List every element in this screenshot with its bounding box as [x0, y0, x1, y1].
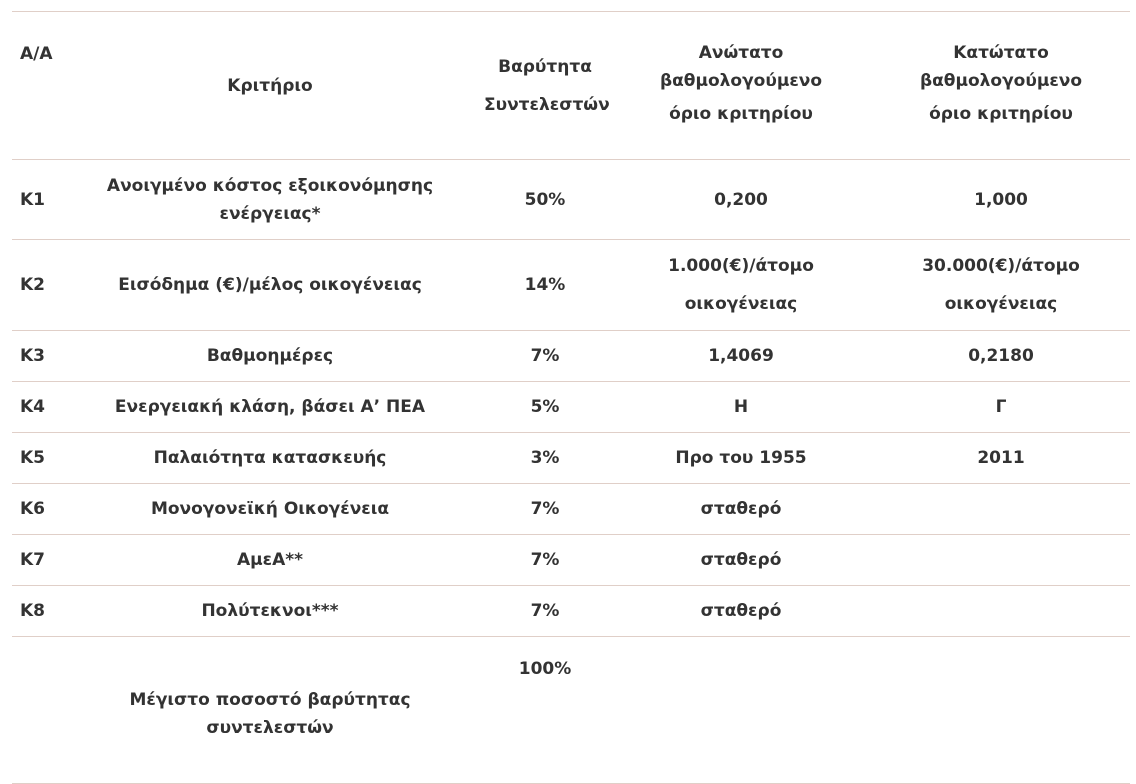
header-weight-line1: Βαρύτητα: [498, 56, 592, 77]
total-label-line1: Μέγιστο ποσοστό βαρύτητας: [129, 690, 411, 710]
row-upper-limit: σταθερό: [610, 484, 872, 535]
table-row-k6: [12, 484, 1130, 535]
row-criterion-line1: Ανοιγμένο κόστος εξοικονόμησης: [106, 175, 434, 196]
row-aa: Κ1: [12, 160, 60, 240]
table-row-k4: [12, 382, 1130, 433]
row-weight: 7%: [480, 535, 610, 586]
row-criterion: Ενεργειακή κλάση, βάσει Α’ ΠΕΑ: [60, 382, 480, 433]
total-weight: 100%: [480, 637, 610, 784]
header-lower-line3: όριο κριτηρίου: [929, 103, 1073, 124]
row-upper-line1: 1.000(€)/άτομο: [668, 256, 814, 276]
row-criterion: Βαθμοημέρες: [60, 331, 480, 382]
total-upper-empty: [610, 637, 872, 784]
row-lower-line1: 30.000(€)/άτομο: [922, 256, 1080, 276]
row-aa: Κ8: [12, 586, 60, 637]
row-upper-limit: Προ του 1955: [610, 433, 872, 484]
row-criterion: Παλαιότητα κατασκευής: [60, 433, 480, 484]
row-aa: Κ2: [12, 240, 60, 331]
row-weight: 7%: [480, 586, 610, 637]
row-weight: 14%: [480, 240, 610, 331]
row-weight: 7%: [480, 484, 610, 535]
row-aa: Κ7: [12, 535, 60, 586]
row-criterion: ΑμεΑ**: [60, 535, 480, 586]
row-criterion: [60, 160, 480, 240]
row-aa: Κ6: [12, 484, 60, 535]
row-lower-limit: [872, 484, 1130, 535]
table-row-k5: [12, 433, 1130, 484]
row-upper-limit: 1,4069: [610, 331, 872, 382]
header-row: [12, 12, 1130, 160]
table-row-total: [12, 637, 1130, 784]
row-upper-limit: σταθερό: [610, 535, 872, 586]
row-weight: 5%: [480, 382, 610, 433]
table-body: [12, 160, 1130, 784]
row-upper-limit: Η: [610, 382, 872, 433]
header-lower-line1: Κατώτατο: [953, 42, 1049, 63]
header-upper-line2: βαθμολογούμενο: [659, 70, 823, 91]
row-weight: 7%: [480, 331, 610, 382]
total-label: [60, 637, 480, 784]
row-aa: Κ4: [12, 382, 60, 433]
table-row-k8: [12, 586, 1130, 637]
header-criterion: Κριτήριο: [60, 12, 480, 160]
row-upper-limit: 0,200: [610, 160, 872, 240]
table-row-k7: [12, 535, 1130, 586]
table-row-k1: [12, 160, 1130, 240]
total-label-line2: συντελεστών: [206, 718, 334, 738]
row-lower-limit: 1,000: [872, 160, 1130, 240]
row-aa: Κ5: [12, 433, 60, 484]
row-lower-limit: [872, 586, 1130, 637]
row-lower-limit: Γ: [872, 382, 1130, 433]
header-upper-line1: Ανώτατο: [698, 42, 784, 63]
criteria-table: [12, 11, 1130, 784]
header-lower-limit: [872, 12, 1130, 160]
row-weight: 3%: [480, 433, 610, 484]
total-lower-empty: [872, 637, 1130, 784]
header-upper-limit: [610, 12, 872, 160]
row-criterion: Εισόδημα (€)/μέλος οικογένειας: [60, 240, 480, 331]
row-upper-limit: σταθερό: [610, 586, 872, 637]
row-upper-limit: [610, 240, 872, 331]
table-row-k3: [12, 331, 1130, 382]
row-upper-line2: οικογένειας: [684, 294, 798, 314]
row-aa-empty: [12, 637, 60, 784]
table-header: [12, 12, 1130, 160]
row-aa: Κ3: [12, 331, 60, 382]
row-lower-line2: οικογένειας: [944, 294, 1058, 314]
row-lower-limit: [872, 240, 1130, 331]
row-lower-limit: [872, 535, 1130, 586]
header-upper-line3: όριο κριτηρίου: [669, 103, 813, 124]
row-criterion: Μονογονεϊκή Οικογένεια: [60, 484, 480, 535]
row-criterion-line2: ενέργειας*: [219, 203, 321, 224]
header-aa: Α/Α: [12, 12, 60, 160]
header-weight: [480, 12, 610, 160]
header-weight-line2: Συντελεστών: [484, 94, 610, 115]
table-row-k2: [12, 240, 1130, 331]
row-weight: 50%: [480, 160, 610, 240]
header-lower-line2: βαθμολογούμενο: [919, 70, 1083, 91]
row-criterion: Πολύτεκνοι***: [60, 586, 480, 637]
row-lower-limit: 0,2180: [872, 331, 1130, 382]
row-lower-limit: 2011: [872, 433, 1130, 484]
